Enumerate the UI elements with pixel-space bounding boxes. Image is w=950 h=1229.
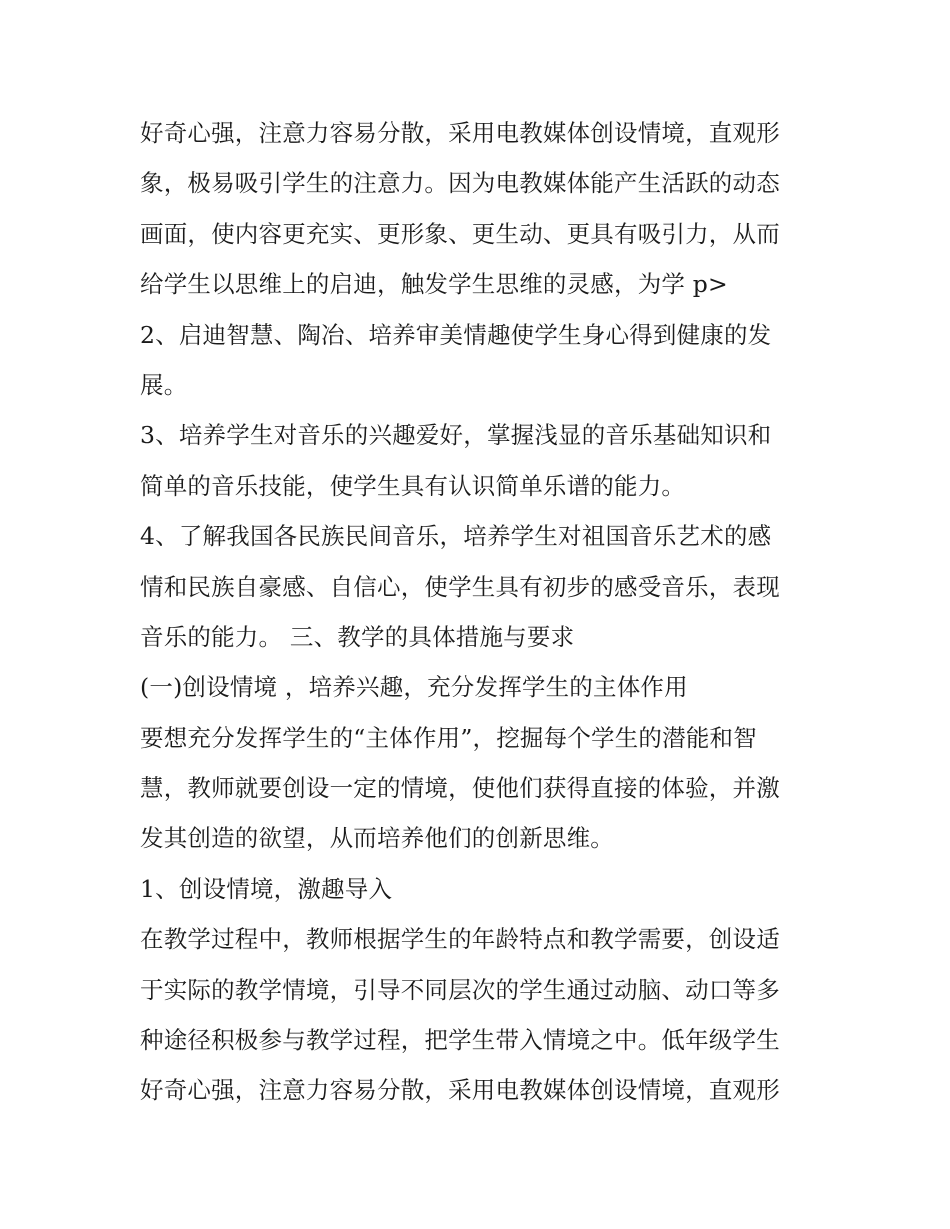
text-line: 慧，教师就要创设一定的情境，使他们获得直接的体验，并激 (140, 774, 780, 803)
text-line: 好奇心强，注意力容易分散，采用电教媒体创设情境，直观形 (140, 119, 780, 147)
text-line: 展。 (140, 370, 188, 399)
text-line: 发其创造的欲望，从而培养他们的创新思维。 (140, 824, 614, 853)
document-body (140, 108, 840, 1116)
text-line: 2、启迪智慧、陶冶、培养审美情趣使学生身心得到健康的发 (140, 320, 772, 349)
text-line: 画面，使内容更充实、更形象、更生动、更具有吸引力，从而 (140, 219, 780, 248)
text-line: 种途径积极参与教学过程，把学生带入情境之中。低年级学生 (140, 1026, 780, 1055)
text-line: 给学生以思维上的启迪，触发学生思维的灵感，为学 p> (140, 270, 728, 299)
text-line: 简单的音乐技能，使学生具有认识简单乐谱的能力。 (140, 471, 686, 500)
list-item-heading: 1、创设情境，激趣导入 (140, 874, 393, 903)
text-line: 好奇心强，注意力容易分散，采用电教媒体创设情境，直观形 (140, 1076, 780, 1105)
text-line: 3、培养学生对音乐的兴趣爱好，掌握浅显的音乐基础知识和 (140, 421, 772, 450)
text-line: 4、了解我国各民族民间音乐，培养学生对祖国音乐艺术的感 (140, 522, 772, 551)
text-line: 于实际的教学情境，引导不同层次的学生通过动脑、动口等多 (140, 975, 780, 1004)
section-heading-line: 音乐的能力。 三、教学的具体措施与要求 (140, 622, 575, 651)
text-line: 在教学过程中，教师根据学生的年龄特点和教学需要，创设适 (140, 925, 780, 954)
subsection-heading: (一)创设情境 ，培养兴趣，充分发挥学生的主体作用 (140, 673, 688, 702)
text-line: 要想充分发挥学生的“主体作用”，挖掘每个学生的潜能和智 (140, 723, 757, 752)
text-line: 象，极易吸引学生的注意力。因为电教媒体能产生活跃的动态 (140, 169, 780, 198)
text-line: 情和民族自豪感、自信心，使学生具有初步的感受音乐，表现 (140, 572, 780, 601)
